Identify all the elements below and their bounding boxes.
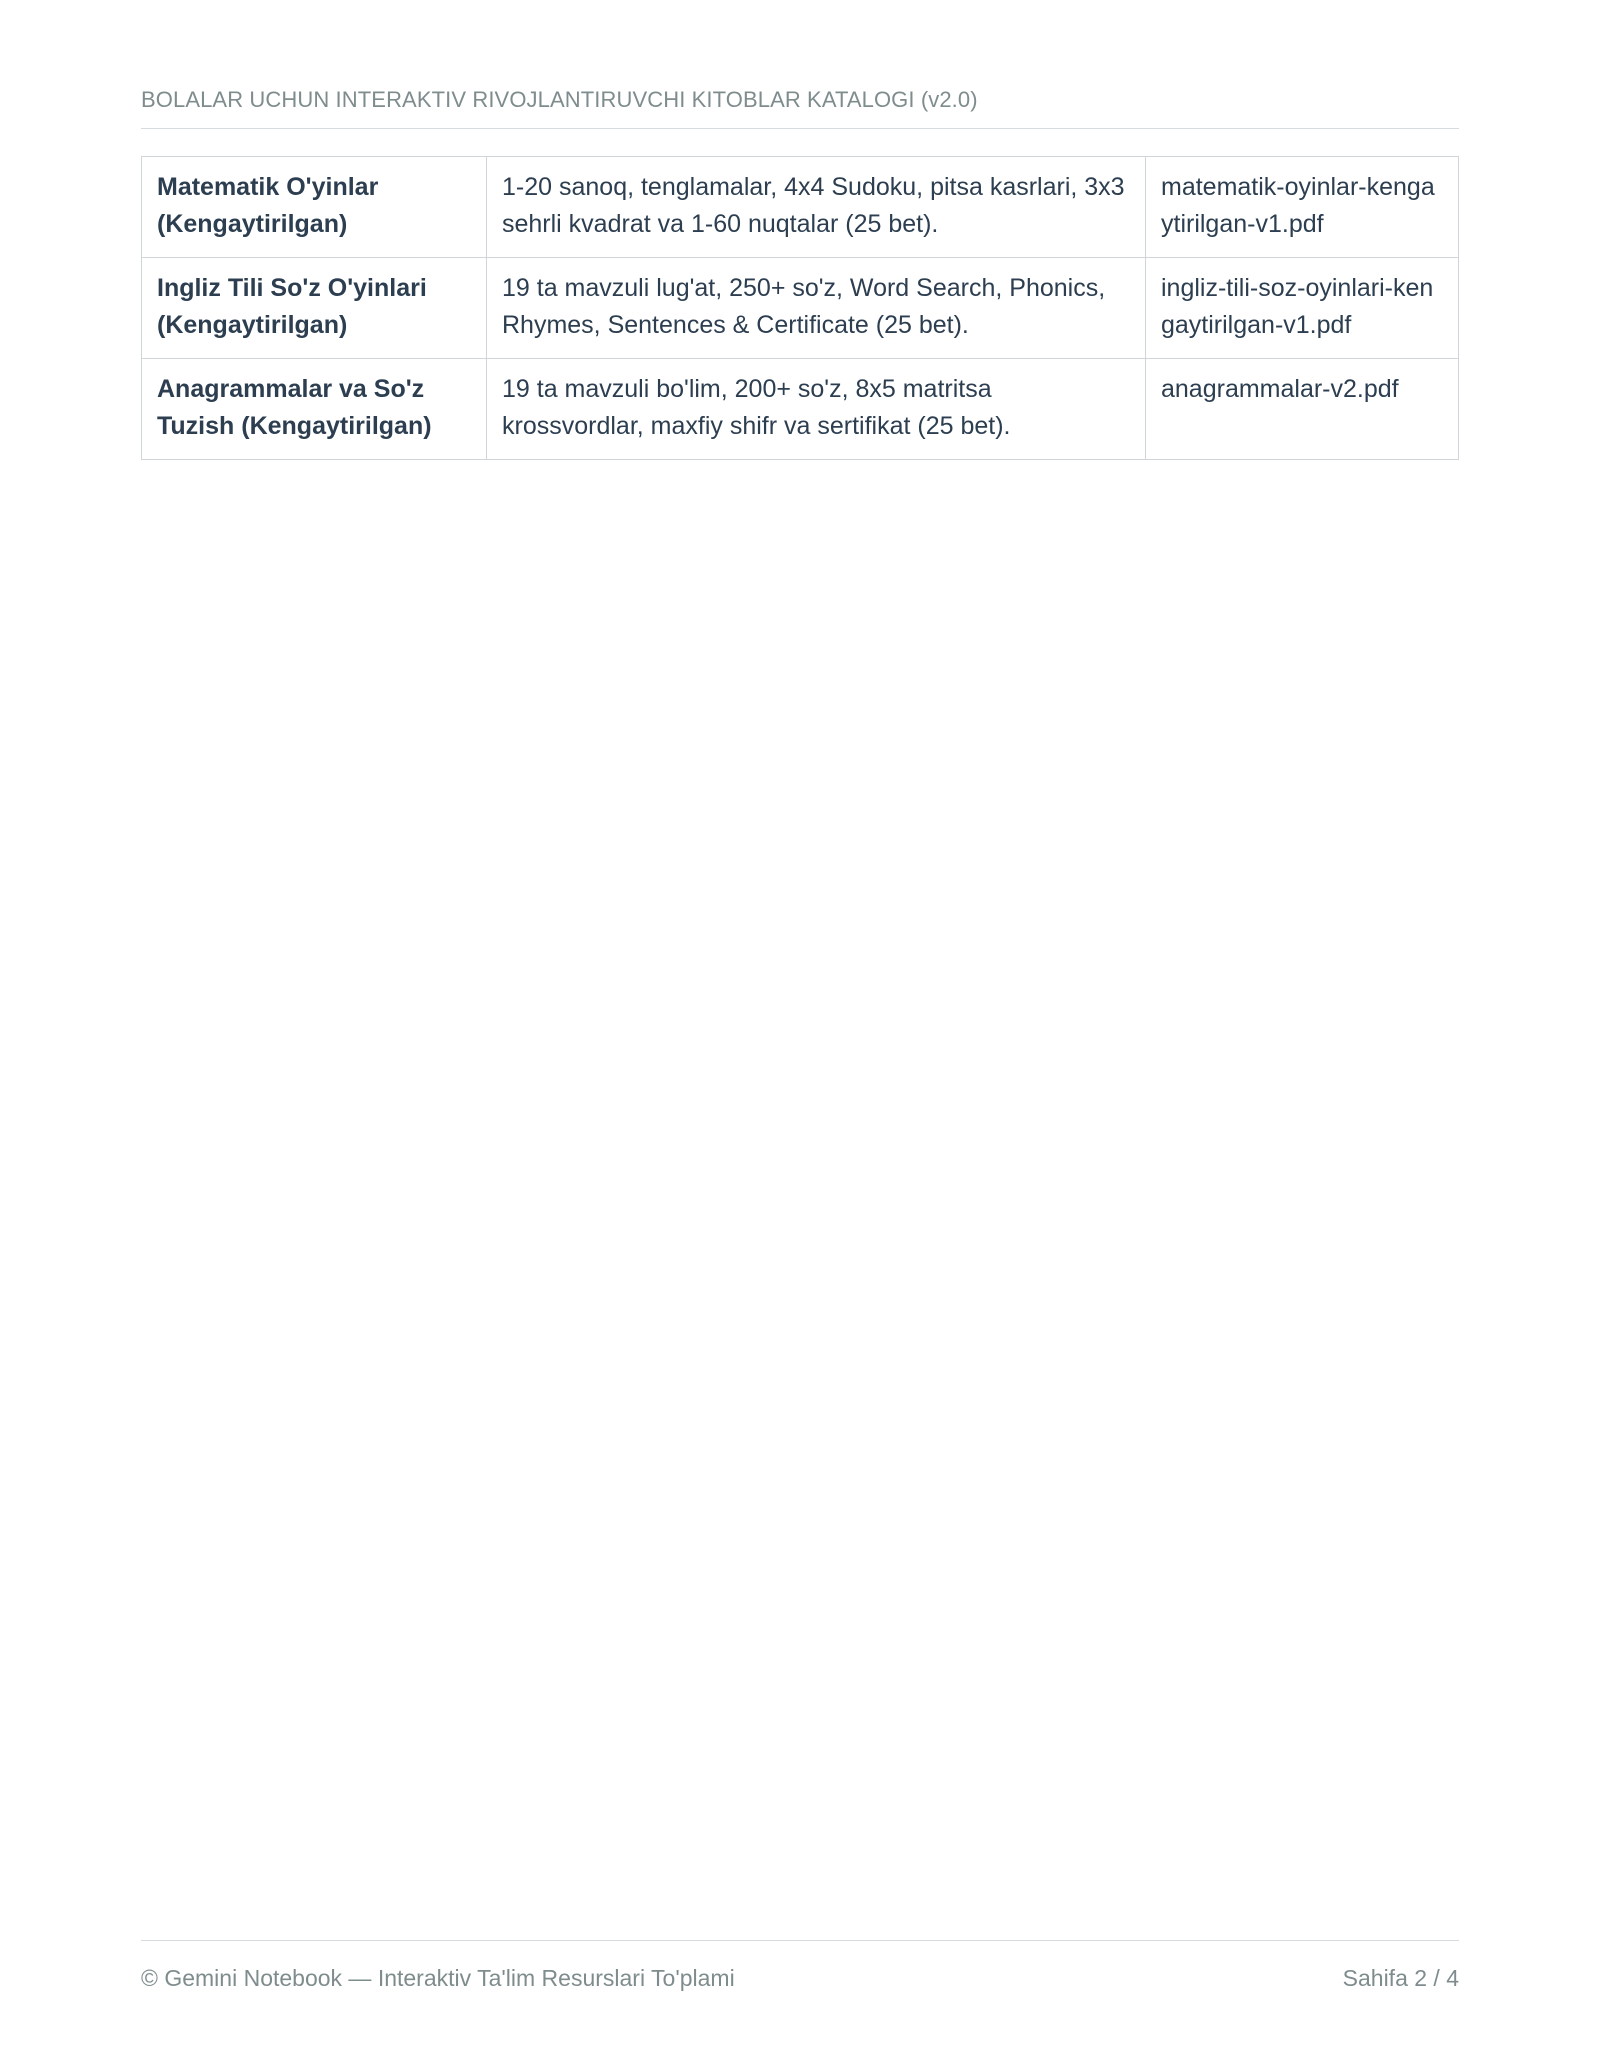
book-file-cell: ingliz-tili-soz-oyinlari-kengaytirilgan-v1.pdf <box>1146 258 1459 359</box>
book-name-cell: Anagrammalar va So'z Tuzish (Kengaytirilgan) <box>142 359 487 460</box>
page-footer <box>141 1940 1459 2000</box>
page-number: Sahifa 2 / 4 <box>1342 1965 1459 1991</box>
table-row <box>142 359 1459 460</box>
page-header <box>141 84 1459 129</box>
footer-copyright: © Gemini Notebook — Interaktiv Ta'lim Resurslari To'plami <box>141 1965 735 1991</box>
book-description-cell: 19 ta mavzuli lug'at, 250+ so'z, Word Search, Phonics, Rhymes, Sentences & Certificate (25 bet). <box>487 258 1146 359</box>
book-description-cell: 1-20 sanoq, tenglamalar, 4x4 Sudoku, pitsa kasrlari, 3x3 sehrli kvadrat va 1-60 nuqtalar (25 bet). <box>487 157 1146 258</box>
header-title: BOLALAR UCHUN INTERAKTIV RIVOJLANTIRUVCHI KITOBLAR KATALOGI (v2.0) <box>141 87 978 112</box>
book-file-cell: anagrammalar-v2.pdf <box>1146 359 1459 460</box>
table-row <box>142 258 1459 359</box>
book-name-cell: Ingliz Tili So'z O'yinlari (Kengaytirilgan) <box>142 258 487 359</box>
book-file-cell: matematik-oyinlar-kengaytirilgan-v1.pdf <box>1146 157 1459 258</box>
table-row <box>142 157 1459 258</box>
catalog-table <box>141 156 1459 460</box>
book-name-cell: Matematik O'yinlar (Kengaytirilgan) <box>142 157 487 258</box>
book-description-cell: 19 ta mavzuli bo'lim, 200+ so'z, 8x5 matritsa krossvordlar, maxfiy shifr va sertifikat (25 bet). <box>487 359 1146 460</box>
